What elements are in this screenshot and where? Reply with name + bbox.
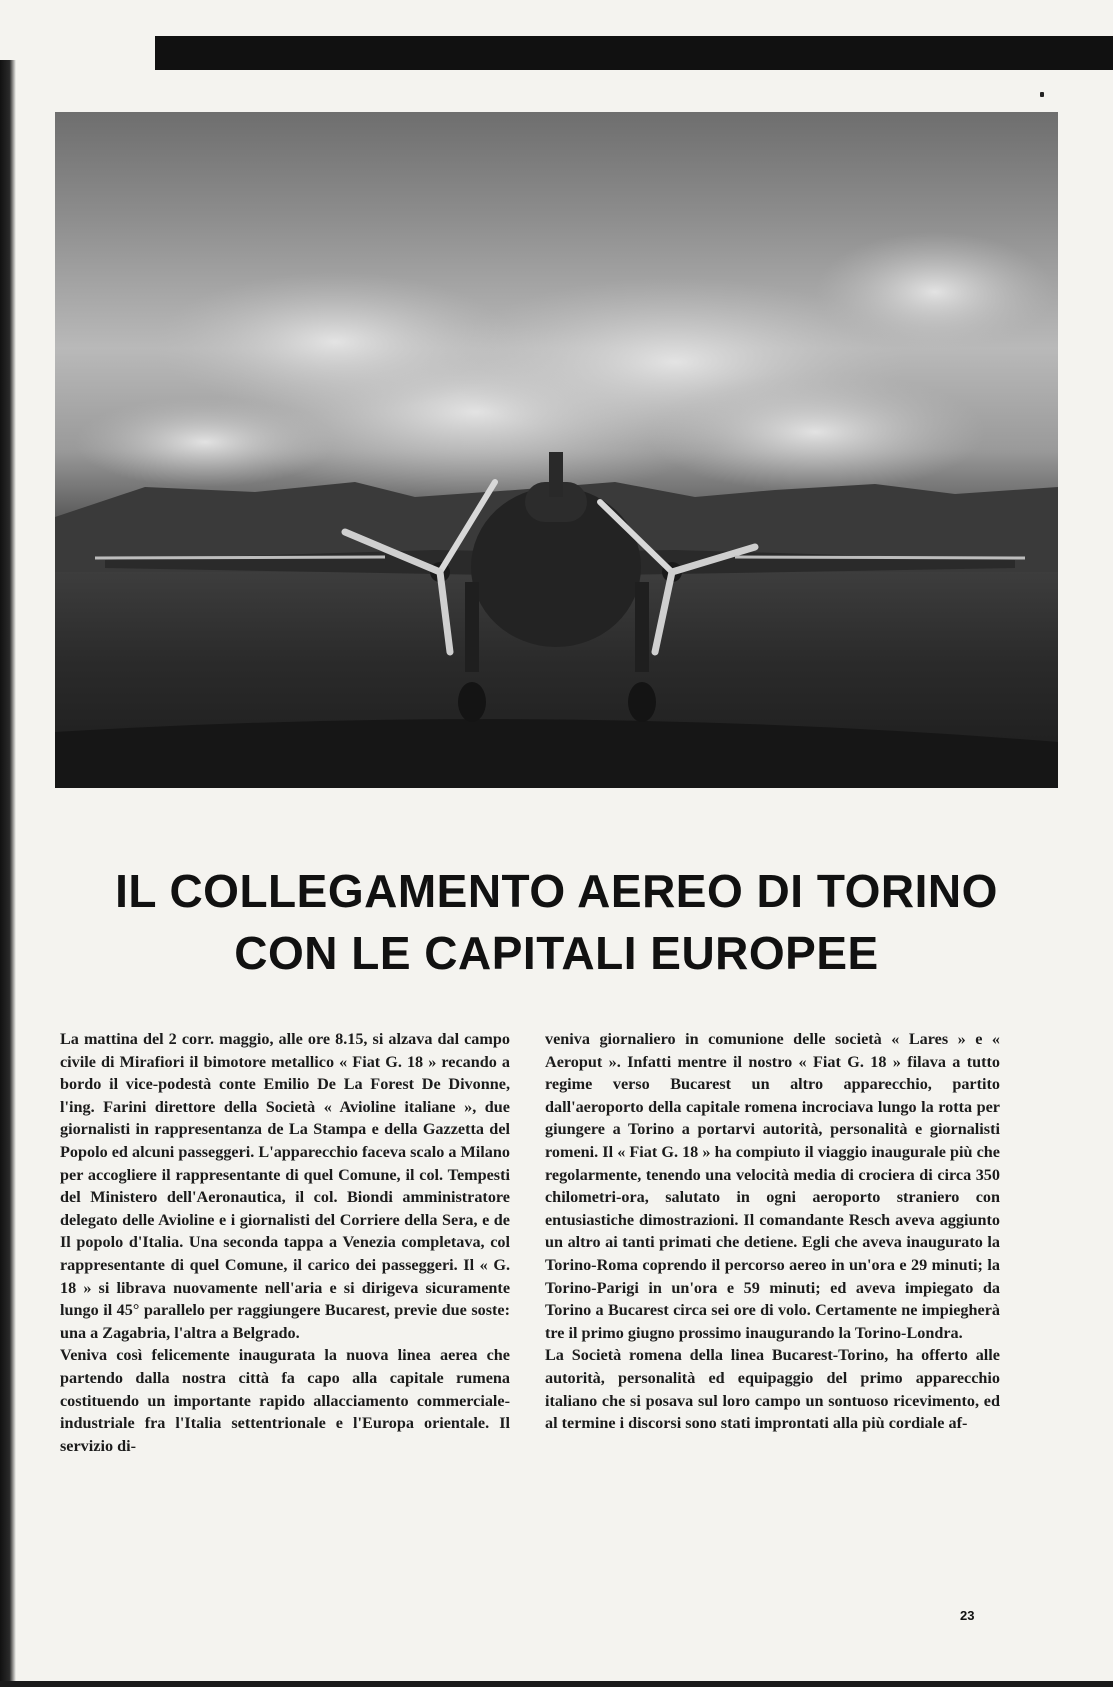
article-column-left bbox=[60, 1028, 510, 1457]
left-paragraph-1: La mattina del 2 corr. maggio, alle ore 8.15, si alzava dal campo civile di Mirafiori il bimotore metallico « Fiat G. 18 » recando a bordo il vice-podestà conte Emilio De La Forest De Divonne, l'ing. Farini direttore della Società « Avioline italiane », due giornalisti in rappresentanza de La Stampa e della Gazzetta del Popolo ed alcuni passeggeri. L'apparecchio faceva scalo a Milano per accogliere il rappresentante di quel Comune, il col. Tempesti del Ministero dell'Aeronautica, il col. Biondi amministratore delegato delle Avioline e i giornalisti del Corriere della Sera, e de Il popolo d'Italia. Una seconda tappa a Venezia completava, col rappresentante di quel Comune, il carico dei passeggeri. Il « G. 18 » si librava nuovamente nell'aria e si dirigeva sicuramente lungo il 45° parallelo per raggiungere Bucarest, previe due soste: una a Zagabria, l'altra a Belgrado. bbox=[60, 1030, 510, 1342]
scan-border-top bbox=[155, 36, 1113, 70]
right-paragraph-2: La Società romena della linea Bucarest-Torino, ha offerto alle autorità, personalità ed equipaggio del primo apparecchio italiano che si posava sul loro campo un sontuoso ricevimento, ed al termine i discorsi sono stati improntati alla più cordiale af- bbox=[545, 1346, 1000, 1433]
article-column-right bbox=[545, 1028, 1000, 1435]
scan-border-left bbox=[0, 60, 16, 1687]
scan-speck bbox=[1040, 92, 1044, 97]
scan-border-bottom bbox=[0, 1681, 1113, 1687]
page-number: 23 bbox=[960, 1608, 975, 1623]
airplane-illustration bbox=[55, 112, 1058, 788]
right-paragraph-1: veniva giornaliero in comunione delle società « Lares » e « Aeroput ». Infatti mentre il nostro « Fiat G. 18 » filava a tutto regime verso Bucarest un altro apparecchio, partito dall'aeroporto della capitale romena incrociava lungo la rotta per giungere a Torino a portarvi autorità, personalità e giornalisti romeni. Il « Fiat G. 18 » ha compiuto il viaggio inaugurale più che regolarmente, tenendo una velocità media di crociera di circa 350 chilometri-ora, salutato in ogni aeroporto straniero con entusiastiche dimostrazioni. Il comandante Resch aveva aggiunto un altro ai tanti primati che detiene. Egli che aveva inaugurato la Torino-Roma coprendo il percorso aereo in un'ora e 29 minuti; la Torino-Parigi in un'ora e 59 minuti; ed aveva impiegato da Torino a Bucarest circa sei ore di volo. Certamente ne impiegherà tre il primo giugno prossimo inaugurando la Torino-Londra. bbox=[545, 1030, 1000, 1342]
left-paragraph-2: Veniva così felicemente inaugurata la nuova linea aerea che partendo dalla nostra città fa capo alla capitale rumena costituendo un importante rapido allacciamento commerciale-industriale fra l'Italia settentrionale e l'Europa orientale. Il servizio di- bbox=[60, 1346, 510, 1455]
airplane-photo bbox=[55, 112, 1058, 788]
article-headline bbox=[30, 860, 1083, 984]
headline-line-2: CON LE CAPITALI EUROPEE bbox=[234, 927, 879, 979]
headline-line-1: IL COLLEGAMENTO AEREO DI TORINO bbox=[115, 865, 998, 917]
